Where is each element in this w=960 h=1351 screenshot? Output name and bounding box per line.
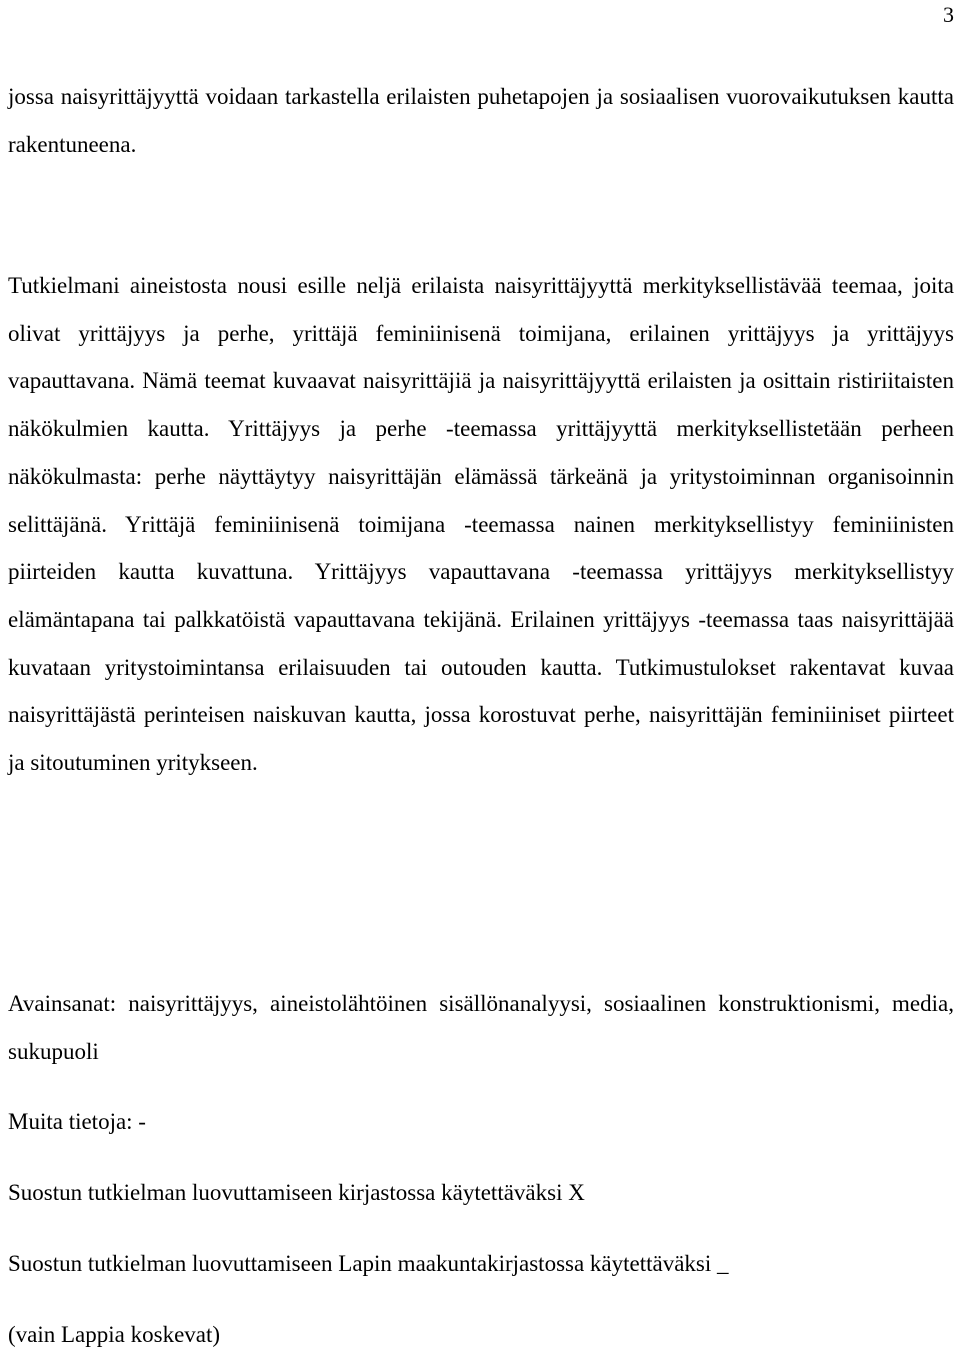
regional-library-consent-line: Suostun tutkielman luovuttamiseen Lapin maakuntakirjastossa käytettäväksi _ (8, 1251, 729, 1276)
findings-paragraph: Tutkielmani aineistosta nousi esille neljä erilaista naisyrittäjyyttä merkityksellistävää teemaa, joita olivat yrittäjyys ja perhe, yrittäjä feminiinisenä toimijana, erilainen yrittäjyys ja yrittäjyys vapauttavana. Nämä teemat kuvaavat naisyrittäjiä ja naisyrittäjyyttä erilaisten ja osittain ristiriitaisten näkökulmien kautta. Yrittäjyys ja perhe -teemassa yrittäjyyttä merkityksellistetään perheen näkökulmasta: perhe näyttäytyy naisyrittäjän elämässä tärkeänä ja yritystoiminnan organisoinnin selittäjänä. Yrittäjä feminiinisenä toimijana -teemassa nainen merkityksellistyy feminiinisten piirteiden kautta kuvattuna. Yrittäjyys vapauttavana -teemassa yrittäjyys merkityksellistyy elämäntapana tai palkkatöistä vapauttavana tekijänä. Erilainen yrittäjyys -teemassa taas naisyrittäjää kuvataan yritystoimintansa erilaisuuden tai outouden kautta. Tutkimustulokset rakentavat kuvaa naisyrittäjästä perinteisen naiskuvan kautta, jossa korostuvat perhe, naisyrittäjän feminiiniset piirteet ja sitoutuminen yritykseen. (8, 273, 954, 776)
keywords-line: Avainsanat: naisyrittäjyys, aineistolähtöinen sisällönanalyysi, sosiaalinen konstruktionismi, media, sukupuoli (8, 991, 954, 1064)
intro-paragraph: jossa naisyrittäjyyttä voidaan tarkastella erilaisten puhetapojen ja sosiaalisen vuorovaikutuksen kautta rakentuneena. (8, 84, 954, 157)
regional-note: (vain Lappia koskevat) (8, 1322, 221, 1347)
page-number: 3 (943, 2, 954, 27)
other-info-line: Muita tietoja: - (8, 1109, 146, 1134)
library-consent-line: Suostun tutkielman luovuttamiseen kirjastossa käytettäväksi X (8, 1180, 585, 1205)
